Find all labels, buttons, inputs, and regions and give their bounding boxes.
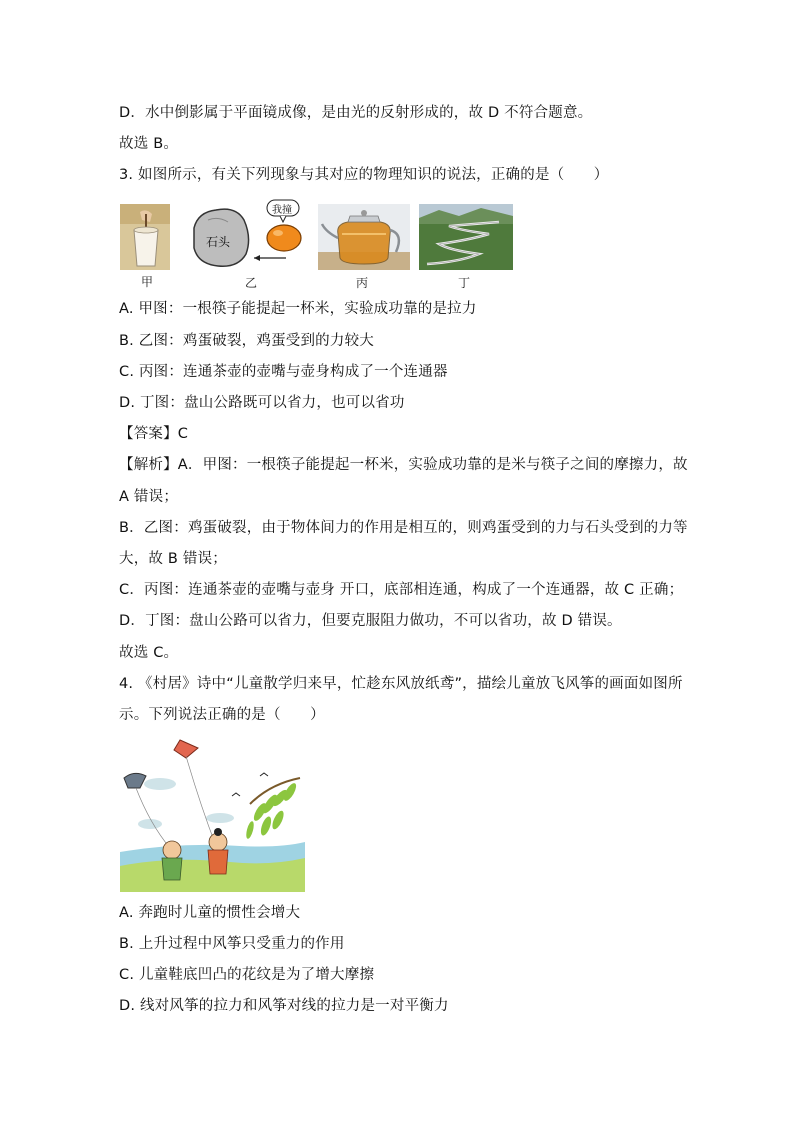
figure-kite-flying — [120, 734, 305, 892]
option-b: B. 上升过程中风筝只受重力的作用 — [119, 936, 345, 952]
analysis-line: C．丙图：连通茶壶的壶嘴与壶身 开口，底部相连通，构成了一个连通器，故 C 正确； — [119, 582, 684, 598]
analysis-line: A 错误； — [119, 489, 179, 505]
option-a: A. 甲图：一根筷子能提起一杯米，实验成功靠的是拉力 — [119, 301, 477, 317]
figure-ding-mountain-road — [419, 204, 513, 270]
analysis-line: D．丁图：盘山公路可以省力，但要克服阻力做功，不可以省功，故 D 错误。 — [119, 613, 622, 629]
option-c: C. 丙图：连通茶壶的壶嘴与壶身构成了一个连通器 — [119, 364, 448, 380]
question-4-stem: 4. 《村居》诗中“儿童散学归来早，忙趁东风放纸鸢”，描绘儿童放飞风筝的画面如图所 — [119, 676, 683, 692]
option-c: C. 儿童鞋底凹凸的花纹是为了增大摩擦 — [119, 967, 375, 983]
caption-ding: 丁 — [458, 276, 471, 290]
caption-jia: 甲 — [141, 275, 154, 289]
text-line: 故选 C。 — [119, 645, 179, 661]
question-4-stem-cont: 示。下列说法正确的是（ ） — [119, 707, 325, 723]
figure-jia-chopstick-rice — [120, 204, 170, 270]
option-d: D. 丁图：盘山公路既可以省力，也可以省功 — [119, 395, 405, 411]
text-line: D．水中倒影属于平面镜成像，是由光的反射形成的，故 D 不符合题意。 — [119, 105, 593, 121]
answer-line: 【答案】C — [119, 426, 189, 442]
caption-yi: 乙 — [245, 276, 258, 290]
text-line: 故选 B。 — [119, 136, 179, 152]
option-b: B. 乙图：鸡蛋破裂，鸡蛋受到的力较大 — [119, 333, 374, 349]
option-d: D. 线对风筝的拉力和风筝对线的拉力是一对平衡力 — [119, 998, 449, 1014]
analysis-line: B．乙图：鸡蛋破裂，由于物体间力的作用是相互的，则鸡蛋受到的力与石头受到的力等 — [119, 520, 688, 536]
question-3-stem: 3. 如图所示，有关下列现象与其对应的物理知识的说法，正确的是（ ） — [119, 167, 609, 183]
analysis-line: 【解析】A．甲图：一根筷子能提起一杯米，实验成功靠的是米与筷子之间的摩擦力，故 — [119, 457, 688, 473]
stone-label: 石头 — [206, 235, 231, 249]
figure-bing-teapot — [318, 204, 410, 270]
option-a: A. 奔跑时儿童的惯性会增大 — [119, 905, 301, 921]
analysis-line: 大，故 B 错误； — [119, 551, 227, 567]
caption-bing: 丙 — [356, 276, 369, 290]
egg-speech-bubble: 我撞 — [272, 205, 292, 216]
figure-yi-stone-egg — [188, 198, 304, 272]
